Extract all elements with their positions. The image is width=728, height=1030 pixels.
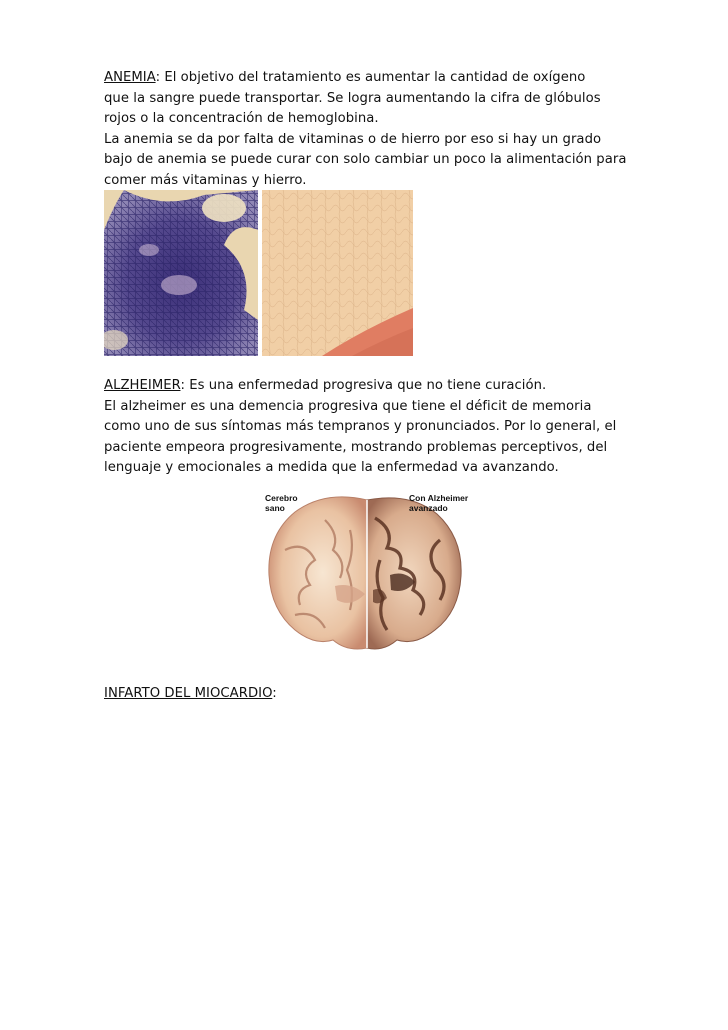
- anemia-heading: ANEMIA: [104, 70, 156, 85]
- brain-label-alzheimer: Con Alzheimer avanzado: [409, 493, 469, 513]
- brain-label-healthy: Cerebro sano: [265, 493, 298, 513]
- infarto-paragraph: [104, 684, 629, 705]
- alzheimer-paragraph: [104, 376, 629, 479]
- alzheimer-line-5: lenguaje y emocionales a medida que la enfermedad va avanzando.: [104, 460, 559, 476]
- anemia-paragraph: [104, 68, 629, 192]
- brain-comparison-figure: [255, 490, 475, 660]
- alzheimer-line-2: El alzheimer es una demencia progresiva que tiene el déficit de memoria: [104, 398, 592, 414]
- infarto-suffix: :: [272, 686, 277, 701]
- alzheimer-line-1: ALZHEIMER: Es una enfermedad progresiva que no tiene curación.: [104, 378, 547, 393]
- alzheimer-line-3: como uno de sus síntomas más tempranos y pronunciados. Por lo general, el: [104, 419, 617, 435]
- anemia-tissue-image-stained: [104, 190, 258, 356]
- anemia-line-1: ANEMIA: El objetivo del tratamiento es aumentar la cantidad de oxígeno: [104, 70, 586, 85]
- anemia-line-2: que la sangre puede transportar. Se logra aumentando la cifra de glóbulos: [104, 90, 601, 106]
- anemia-line-5: bajo de anemia se puede curar con solo cambiar un poco la alimentación para: [104, 152, 627, 168]
- anemia-line-3: rojos o la concentración de hemoglobina.: [104, 111, 379, 127]
- infarto-heading: INFARTO DEL MIOCARDIO: [104, 686, 273, 701]
- anemia-line-6: comer más vitaminas y hierro.: [104, 172, 307, 188]
- alzheimer-line-4: paciente empeora progresivamente, mostrando problemas perceptivos, del: [104, 439, 608, 455]
- anemia-line-4: La anemia se da por falta de vitaminas o de hierro por eso si hay un grado: [104, 131, 602, 147]
- infarto-line-1: [104, 684, 629, 705]
- anemia-tissue-image-normal: [262, 190, 413, 356]
- alzheimer-heading: ALZHEIMER: [104, 378, 181, 393]
